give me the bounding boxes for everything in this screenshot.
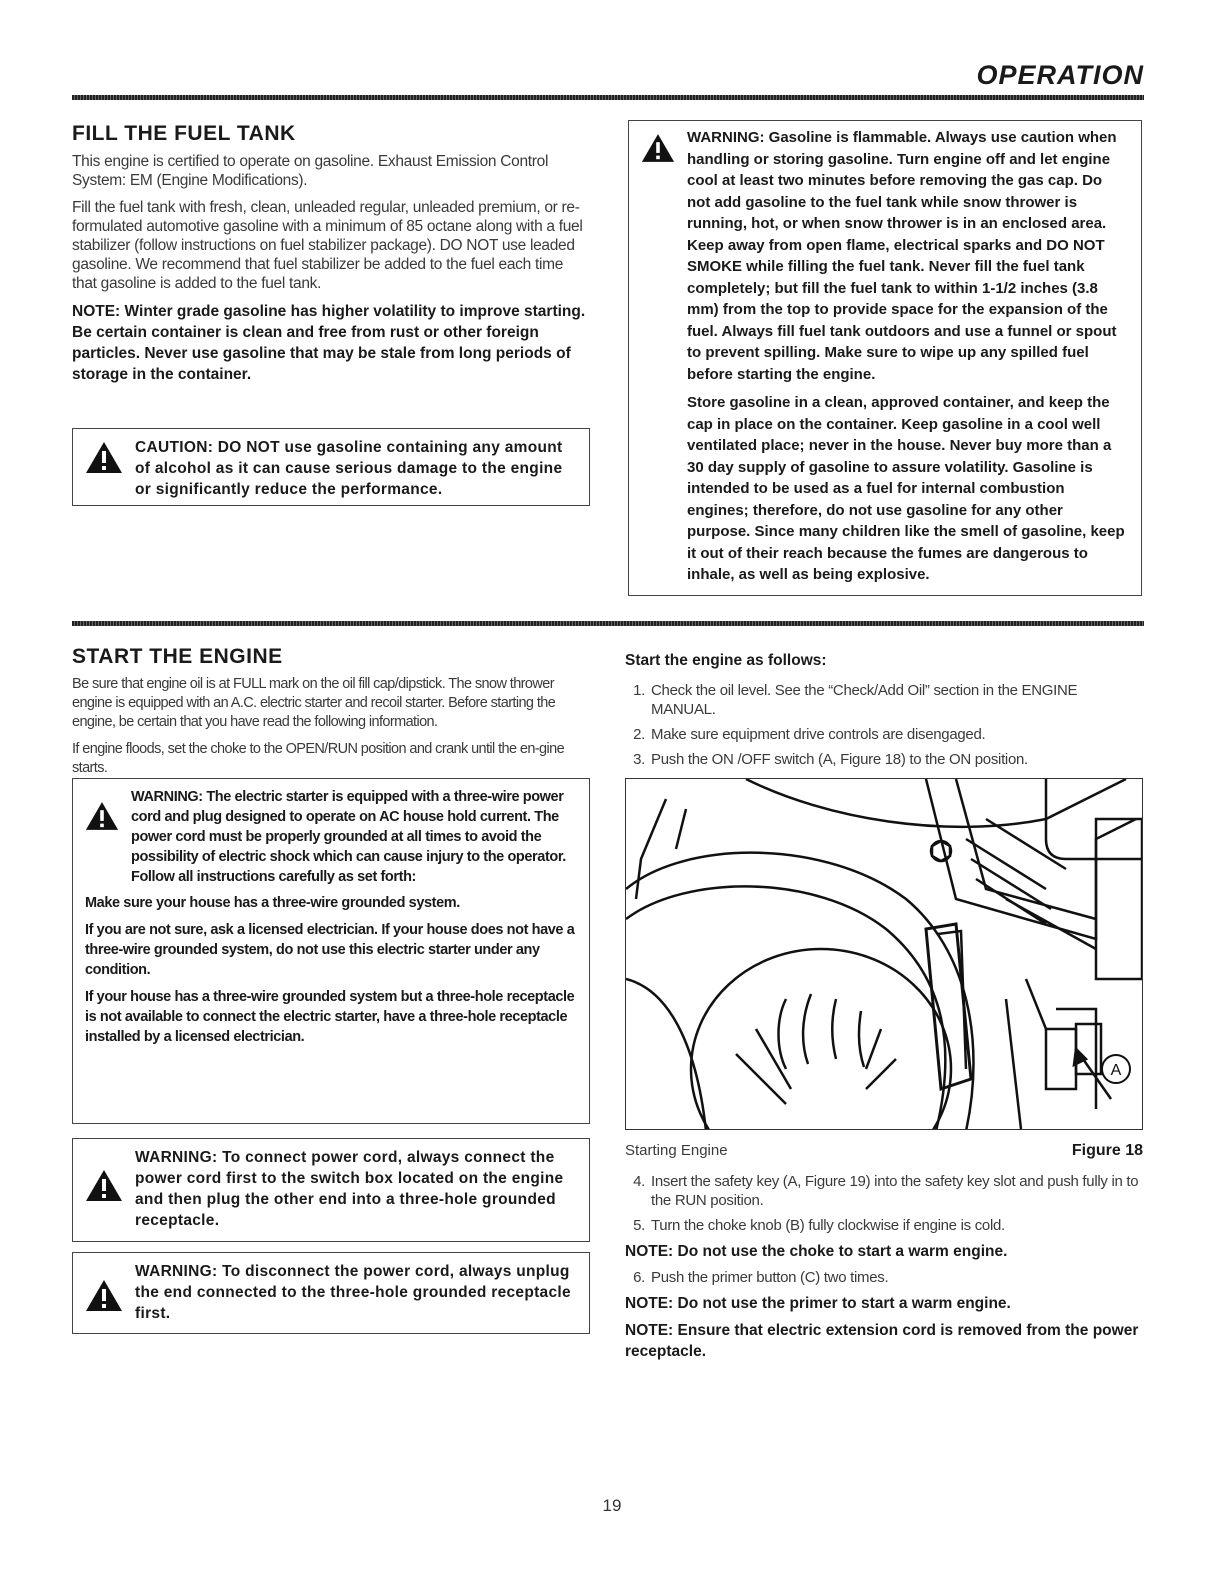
gasoline-warning-p2: Store gasoline in a clean, approved container, and keep the cap in place on the container. Keep gasoline in a cool well ventilated place; never in the house. Never buy more than a 30 day supply of gasoline to assure volatility. Gasoline is intended to be used as a fuel for internal combustion engines; therefore, do not use gasoline for any other purpose. Since many children like the smell of gasoline, keep it out of their reach because the fumes are dangerous to inhale, as well as being explosive. xyxy=(687,394,1125,583)
engine-para-1: Be sure that engine oil is at FULL mark on the oil fill cap/dipstick. The snow thrower engine is equipped with an A.C. electric starter and recoil starter. Before starting the engine, be certain that you have read the following information. xyxy=(72,676,556,730)
list-item: 1. Check the oil level. See the “Check/Add Oil” section in the ENGINE MANUAL. xyxy=(633,682,1078,718)
start-steps xyxy=(625,650,1143,775)
steps-list-a xyxy=(625,681,1143,769)
extension-cord-note: NOTE: Ensure that electric extension cord is removed from the power receptacle. xyxy=(625,1322,1139,1360)
fuel-section xyxy=(72,122,590,393)
warning-triangle-icon xyxy=(85,1279,123,1317)
caution-box xyxy=(72,428,590,506)
engine-heading: START THE ENGINE xyxy=(72,645,283,668)
disconnect-warning-box xyxy=(72,1252,590,1334)
electric-warning-p2: Make sure your house has a three-wire grounded system. xyxy=(85,895,460,911)
list-item: 6. Push the primer button (C) two times. xyxy=(633,1269,889,1286)
electric-warning-box xyxy=(72,778,590,1124)
fuel-note: NOTE: Winter grade gasoline has higher volatility to improve starting. Be certain container is clean and free from rust or other foreign particles. Never use gasoline that may be stale from long periods of storage in the container. xyxy=(72,303,586,383)
page-number: 19 xyxy=(602,1496,622,1515)
warning-triangle-icon xyxy=(85,441,123,479)
warning-triangle-icon xyxy=(85,1169,123,1207)
fuel-para-1: This engine is certified to operate on gasoline. Exhaust Emission Control System: EM (Engine Modifications). xyxy=(72,153,549,189)
caution-text: CAUTION: DO NOT use gasoline containing any amount of alcohol as it can cause serious damage to the engine or significantly reduce the performance. xyxy=(135,439,563,498)
gasoline-warning-box xyxy=(628,120,1142,596)
figure-caption-text: Starting Engine xyxy=(625,1142,728,1159)
steps-heading: Start the engine as follows: xyxy=(625,652,827,669)
primer-note: NOTE: Do not use the primer to start a warm engine. xyxy=(625,1295,1011,1312)
steps-list-b xyxy=(625,1172,1143,1235)
connect-warning-box xyxy=(72,1138,590,1242)
connect-warning-text: WARNING: To connect power cord, always connect the power cord first to the switch box located on the engine and then plug the other end into a three-hole grounded receptacle. xyxy=(135,1149,564,1229)
warning-triangle-icon xyxy=(641,133,675,168)
top-divider xyxy=(72,95,1144,100)
choke-note: NOTE: Do not use the choke to start a warm engine. xyxy=(625,1243,1008,1260)
list-item: 2. Make sure equipment drive controls are disengaged. xyxy=(633,726,986,743)
disconnect-warning-text: WARNING: To disconnect the power cord, always unplug the end connected to the three-hole grounded receptacle first. xyxy=(135,1263,571,1322)
list-item: 4. Insert the safety key (A, Figure 19) into the safety key slot and push fully in to the RUN position. xyxy=(633,1173,1139,1209)
middle-divider xyxy=(72,621,1144,626)
start-steps-continued xyxy=(625,1172,1143,1370)
section-title: OPERATION xyxy=(976,60,1144,90)
electric-warning-p3: If you are not sure, ask a licensed electrician. If your house does not have a three-wire grounded system, do not use this electric starter under any condition. xyxy=(85,922,575,978)
engine-line-drawing xyxy=(626,779,1143,1130)
steps-list-c xyxy=(625,1268,1143,1287)
engine-para-2: If engine floods, set the choke to the OPEN/RUN position and crank until the en-gine starts. xyxy=(72,741,565,776)
list-item: 3. Push the ON /OFF switch (A, Figure 18) to the ON position. xyxy=(633,751,1028,768)
fuel-para-2: Fill the fuel tank with fresh, clean, unleaded regular, unleaded premium, or re-formulated automotive gasoline with a minimum of 85 octane along with a fuel stabilizer (follow instructions on fuel stabilizer package). DO NOT use leaded gasoline. We recommend that fuel stabilizer be added to the fuel each time that gasoline is added to the fuel tank. xyxy=(72,199,583,292)
fuel-heading: FILL THE FUEL TANK xyxy=(72,122,296,145)
gasoline-warning-p1: WARNING: Gasoline is flammable. Always use caution when handling or storing gasoline. Turn engine off and let engine cool at least two minutes before removing the gas cap. Do not add gasoline to the fuel tank while snow thrower is running, hot, or when snow thrower is in an enclosed area. Keep away from open flame, electrical sparks and DO NOT SMOKE while filling the fuel tank. Never fill the fuel tank completely; but fill the fuel tank to within 1-1/2 inches (3.8 mm) from the top to provide space for the expansion of the fuel. Always fill fuel tank outdoors and use a funnel or spout to prevent spilling. Make sure to wipe up any spilled fuel before starting the engine. xyxy=(687,129,1117,383)
electric-warning-p4: If your house has a three-wire grounded system but a three-hole receptacle is not available to connect the electric starter, have a three-hole receptacle installed by a licensed electrician. xyxy=(85,989,575,1045)
figure-number: Figure 18 xyxy=(1071,1142,1143,1159)
electric-warning-head: WARNING: The electric starter is equipped with a three-wire power cord and plug designed to operate on AC house hold current. The power cord must be properly grounded at all times to avoid the possibility of electric shock which can cause injury to the operator. Follow all instructions carefully as set forth: xyxy=(131,789,566,885)
figure-18-illustration xyxy=(625,778,1143,1130)
figure-caption xyxy=(625,1142,1143,1160)
engine-section xyxy=(72,645,590,786)
warning-triangle-icon xyxy=(85,801,119,836)
list-item: 5. Turn the choke knob (B) fully clockwise if engine is cold. xyxy=(633,1217,1005,1234)
callout-label: A xyxy=(1110,1062,1122,1079)
